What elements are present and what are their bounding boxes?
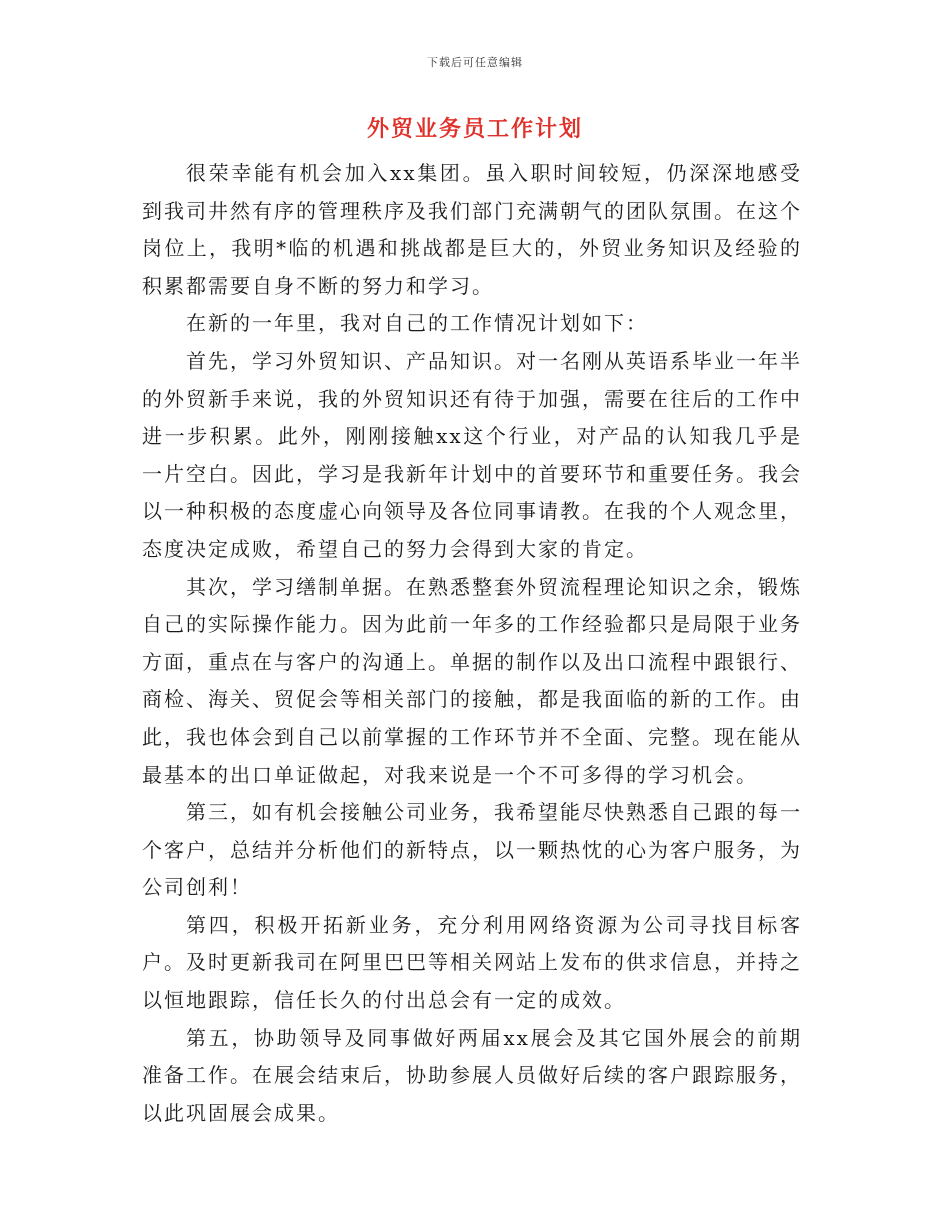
document-body (142, 155, 802, 1132)
paragraph-plan-lead: 在新的一年里，我对自己的工作情况计划如下： (186, 311, 648, 336)
paragraph-fourth: 第四，积极开拓新业务，充分利用网络资源为公司寻找目标客户。及时更新我司在阿里巴巴等相关网站上发布的供求信息，并持之以恒地跟踪，信任长久的付出总会有一定的成效。 (142, 912, 802, 1013)
paragraph-intro: 很荣幸能有机会加入xx集团。虽入职时间较短，仍深深地感受到我司井然有序的管理秩序及我们部门充满朝气的团队氛围。在这个岗位上，我明*临的机遇和挑战都是巨大的，外贸业务知识及经验的积累都需要自身不断的努力和学习。 (142, 161, 802, 298)
paragraph-third: 第三，如有机会接触公司业务，我希望能尽快熟悉自己跟的每一个客户，总结并分析他们的新特点，以一颗热忱的心为客户服务，为公司创利！ (142, 800, 802, 900)
paragraph-first: 首先，学习外贸知识、产品知识。对一名刚从英语系毕业一年半的外贸新手来说，我的外贸知识还有待于加强，需要在往后的工作中进一步积累。此外，刚刚接触xx这个行业，对产品的认知我几乎是一片空白。因此，学习是我新年计划中的首要环节和重要任务。我会以一种积极的态度虚心向领导及各位同事请教。在我的个人观念里，态度决定成败，希望自己的努力会得到大家的肯定。 (142, 348, 802, 561)
paragraph-second: 其次，学习缮制单据。在熟悉整套外贸流程理论知识之余，锻炼自己的实际操作能力。因为此前一年多的工作经验都只是局限于业务方面，重点在与客户的沟通上。单据的制作以及出口流程中跟银行、商检、海关、贸促会等相关部门的接触，都是我面临的新的工作。由此，我也体会到自己以前掌握的工作环节并不全面、完整。现在能从最基本的出口单证做起，对我来说是一个不可多得的学习机会。 (142, 574, 802, 787)
paragraph-fifth: 第五，协助领导及同事做好两届xx展会及其它国外展会的前期准备工作。在展会结束后，协助参展人员做好后续的客户跟踪服务，以此巩固展会成果。 (142, 1025, 802, 1125)
header-note: 下载后可任意编辑 (427, 56, 523, 69)
document-title: 外贸业务员工作计划 (366, 116, 583, 142)
